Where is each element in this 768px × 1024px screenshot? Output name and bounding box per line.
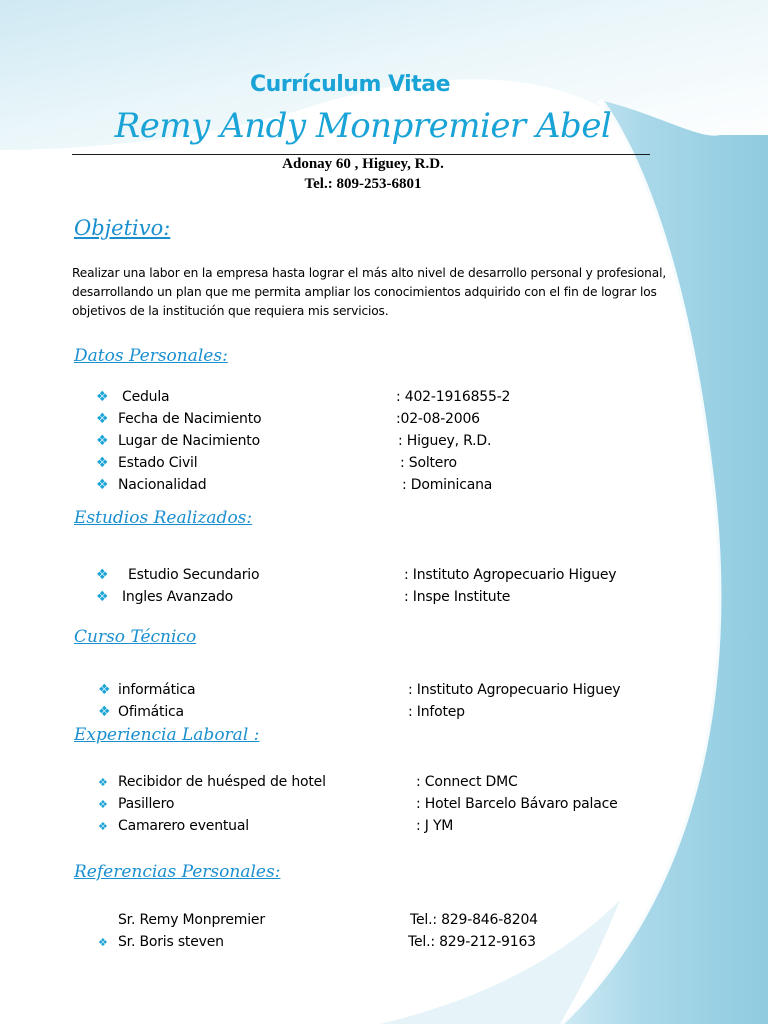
item-value: : J YM: [416, 818, 454, 834]
item-value: :02-08-2006: [396, 411, 480, 427]
referencias-heading: Referencias Personales:: [74, 862, 281, 882]
datos-personales-heading: Datos Personales:: [74, 346, 228, 366]
diamond-bullet-icon: ❖: [96, 455, 109, 471]
header-divider: [72, 154, 650, 155]
item-label: Ofimática: [118, 704, 184, 720]
item-value: : Instituto Agropecuario Higuey: [404, 567, 617, 583]
item-value: : Infotep: [408, 704, 465, 720]
item-label: informática: [118, 682, 196, 698]
item-value: : Inspe Institute: [404, 589, 511, 605]
diamond-bullet-icon: ❖: [98, 704, 111, 720]
objetivo-text: Realizar una labor en la empresa hasta lograr el más alto nivel de desarrollo personal y profesional, desarrollando un plan que me permita ampliar los conocimientos adquirido con el fin de lograr los objetivos de la institución que requiera mis servicios.: [72, 266, 667, 318]
item-label: Ingles Avanzado: [122, 589, 234, 605]
objetivo-heading: Objetivo:: [74, 216, 171, 240]
diamond-bullet-icon: ❖: [96, 589, 109, 605]
diamond-bullet-icon: ❖: [96, 477, 109, 493]
item-label: Estado Civil: [118, 455, 198, 471]
diamond-bullet-icon: ❖: [98, 798, 108, 811]
item-value: : Soltero: [400, 455, 457, 471]
item-label: Sr. Boris steven: [118, 934, 224, 950]
item-value: : Instituto Agropecuario Higuey: [408, 682, 621, 698]
diamond-bullet-icon: ❖: [98, 936, 108, 949]
item-value: Tel.: 829-846-8204: [410, 912, 538, 928]
item-value: Tel.: 829-212-9163: [408, 934, 536, 950]
diamond-bullet-icon: ❖: [98, 820, 108, 833]
item-value: : Hotel Barcelo Bávaro palace: [416, 796, 618, 812]
diamond-bullet-icon: ❖: [96, 433, 109, 449]
item-label: Recibidor de huésped de hotel: [118, 774, 326, 790]
phone: Tel.: 809-253-6801: [304, 176, 422, 192]
item-label: Estudio Secundario: [128, 567, 260, 583]
person-name: Remy Andy Monpremier Abel: [114, 106, 612, 146]
diamond-bullet-icon: ❖: [96, 567, 109, 583]
estudios-heading: Estudios Realizados:: [74, 508, 253, 528]
curso-tecnico-heading: Curso Técnico: [74, 627, 197, 647]
diamond-bullet-icon: ❖: [96, 389, 109, 405]
cv-title: Currículum Vitae: [249, 72, 450, 97]
address: Adonay 60 , Higuey, R.D.: [282, 156, 444, 172]
item-label: Fecha de Nacimiento: [118, 411, 262, 427]
item-label: Cedula: [122, 389, 170, 405]
diamond-bullet-icon: ❖: [96, 411, 109, 427]
item-label: Camarero eventual: [118, 818, 249, 834]
item-value: : Dominicana: [402, 477, 493, 493]
item-value: : Higuey, R.D.: [398, 433, 492, 449]
item-value: : 402-1916855-2: [396, 389, 511, 405]
item-label: Pasillero: [118, 796, 175, 812]
item-label: Sr. Remy Monpremier: [118, 912, 265, 928]
item-label: Nacionalidad: [118, 477, 207, 493]
item-value: : Connect DMC: [416, 774, 518, 790]
item-label: Lugar de Nacimiento: [118, 433, 260, 449]
diamond-bullet-icon: ❖: [98, 682, 111, 698]
diamond-bullet-icon: ❖: [98, 776, 108, 789]
experiencia-heading: Experiencia Laboral :: [74, 725, 260, 745]
